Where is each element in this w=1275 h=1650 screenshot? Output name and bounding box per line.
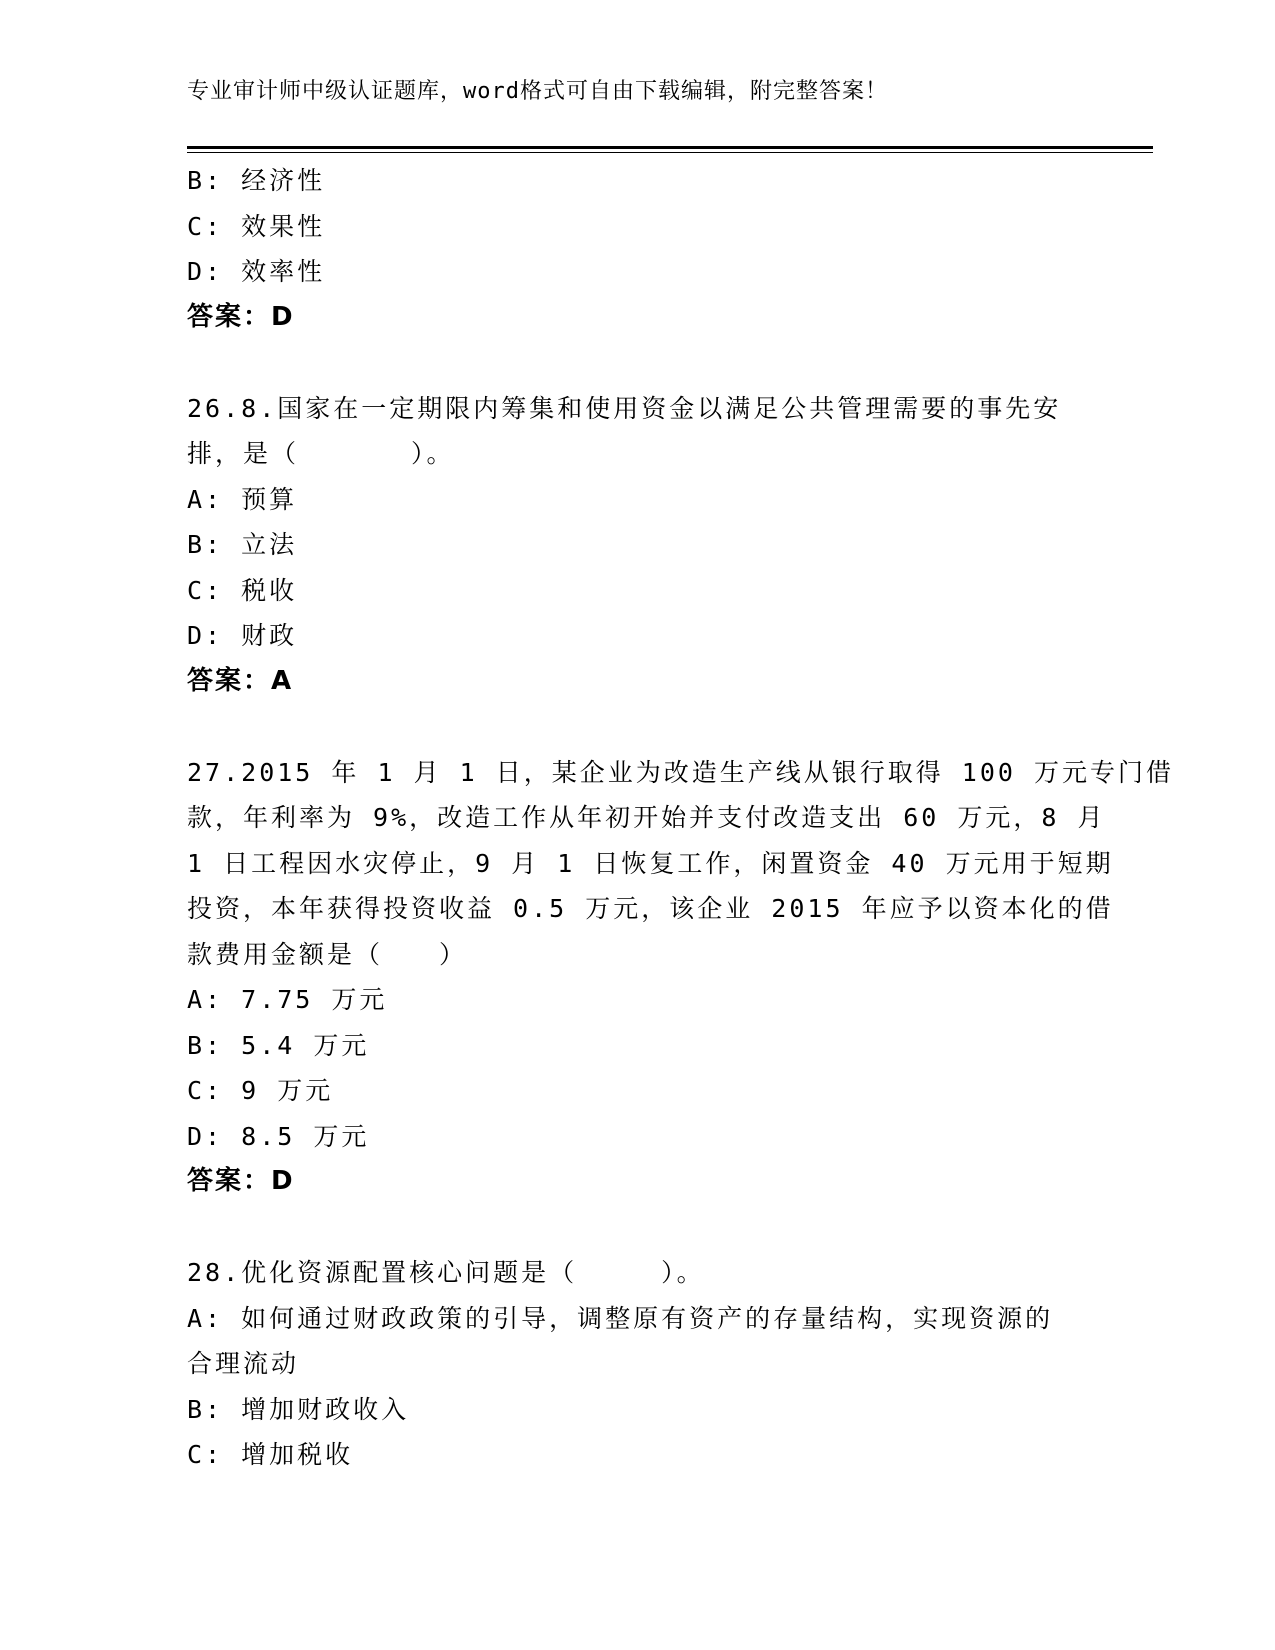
question-stem: 款费用金额是（ ） [187,939,468,969]
spacer [187,340,1087,386]
option-a: A: 如何通过财政政策的引导，调整原有资产的存量结构，实现资源的 [187,1303,1054,1333]
answer-line: 答案：D [187,301,295,332]
question-list [187,158,1174,1478]
option-c: C: 税收 [187,575,298,605]
prev-question [187,158,1087,340]
question-stem: 款，年利率为 9%，改造工作从年初开始并支付改造支出 60 万元，8 月 [187,803,1106,832]
question-stem: 28.优化资源配置核心问题是（ ）。 [187,1258,705,1287]
spacer [187,704,1087,750]
option-d: D: 8.5 万元 [187,1121,370,1151]
question-stem: 27.2015 年 1 月 1 日，某企业为改造生产线从银行取得 100 万元专门借 [187,757,1174,787]
question-stem: 26.8.国家在一定期限内筹集和使用资金以满足公共管理需要的事先安 [187,393,1062,423]
option-b: B: 增加财政收入 [187,1394,410,1424]
option-b: B: 经济性 [187,166,326,195]
spacer [187,1205,1087,1251]
option-c: C: 效果性 [187,211,326,241]
question-27 [187,750,1174,1205]
option-b: B: 5.4 万元 [187,1030,370,1060]
option-b: B: 立法 [187,530,298,559]
option-a-continued: 合理流动 [187,1349,300,1378]
option-d: D: 效率性 [187,257,326,286]
question-26 [187,386,1087,705]
question-28 [187,1250,1087,1478]
option-d: D: 财政 [187,621,298,650]
header-rule-thin [187,152,1153,153]
page-header: 专业审计师中级认证题库，word格式可自由下载编辑，附完整答案！ [187,79,888,104]
answer-line: 答案：D [187,1166,295,1196]
option-c: C: 9 万元 [187,1076,334,1105]
option-a: A: 7.75 万元 [187,985,388,1014]
option-c: C: 增加税收 [187,1440,354,1469]
question-stem: 排，是（ ）。 [187,439,455,468]
question-stem: 1 日工程因水灾停止，9 月 1 日恢复工作，闲置资金 40 万元用于短期 [187,848,1114,878]
answer-line: 答案：A [187,665,294,696]
question-stem: 投资，本年获得投资收益 0.5 万元，该企业 2015 年应予以资本化的借 [187,894,1114,923]
header-rule-thick [187,146,1153,149]
option-a: A: 预算 [187,484,298,514]
